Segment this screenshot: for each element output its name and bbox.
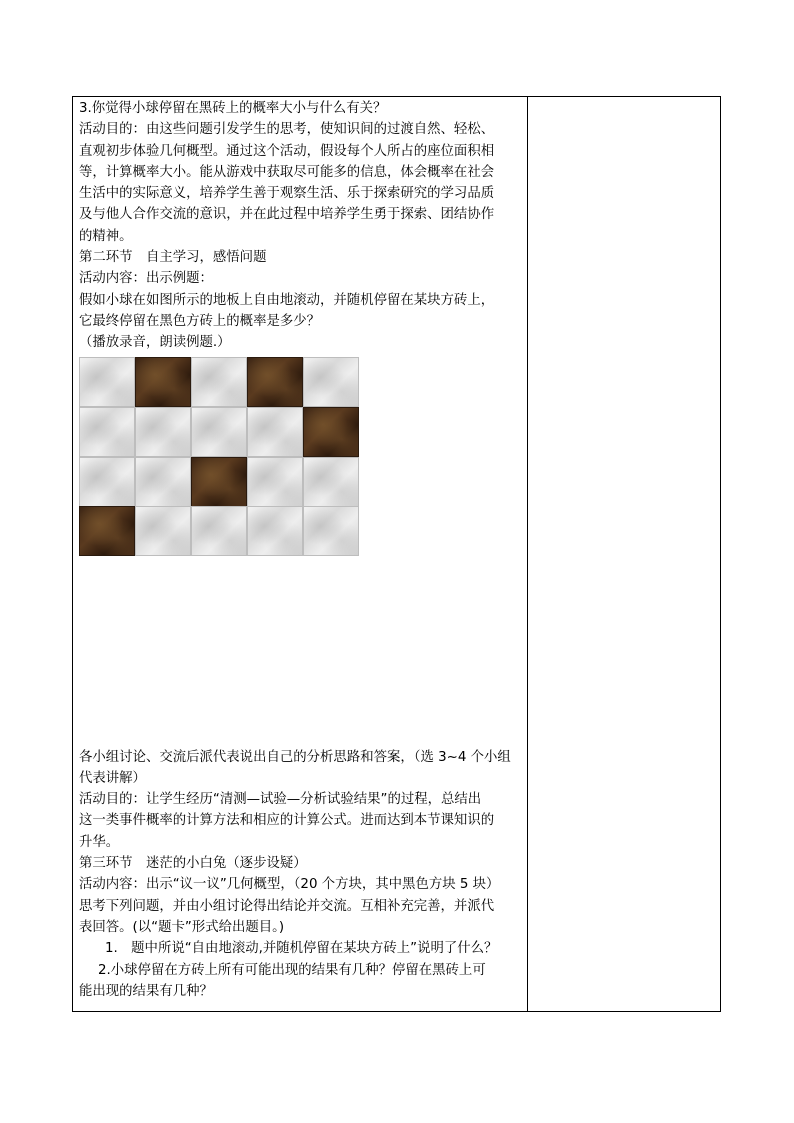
text-line: 3.你觉得小球停留在黑砖上的概率大小与什么有关？ — [79, 101, 387, 116]
column-divider — [527, 97, 528, 1011]
text-line: 能出现的结果有几种？ — [79, 983, 213, 999]
white-marble-tile — [191, 506, 247, 556]
text-line: 这一类事件概率的计算方法和相应的计算公式。进而达到本节课知识的 — [79, 813, 495, 829]
white-marble-tile — [135, 407, 191, 457]
text-line: 升华。 — [79, 834, 120, 850]
white-marble-tile — [191, 357, 247, 407]
figure-spacer — [79, 556, 523, 747]
dark-marble-tile — [135, 357, 191, 407]
text-line: 的精神。 — [79, 228, 133, 244]
text-line: 生活中的实际意义，培养学生善于观察生活、乐于探索研究的学习品质 — [79, 186, 495, 202]
text-line: 各小组讨论、交流后派代表说出自己的分析思路和答案，（选 3~4 个小组 — [79, 749, 511, 765]
white-marble-tile — [135, 506, 191, 556]
text-line: 第二环节 自主学习，感悟问题 — [79, 250, 267, 266]
white-marble-tile — [303, 457, 359, 507]
text-line: 表回答。(以“题卡”形式给出题目。) — [79, 919, 285, 935]
text-line: 假如小球在如图所示的地板上自由地滚动，并随机停留在某块方砖上， — [79, 292, 495, 308]
main-content-cell — [79, 98, 523, 1002]
dark-marble-tile — [79, 506, 135, 556]
text-line: 它最终停留在黑色方砖上的概率是多少？ — [79, 313, 321, 329]
text-line: （播放录音，朗读例题.） — [79, 335, 231, 351]
text-line: 活动目的：让学生经历“清测—试验—分析试验结果”的过程，总结出 — [79, 792, 482, 808]
white-marble-tile — [247, 407, 303, 457]
dark-marble-tile — [247, 357, 303, 407]
text-line: 直观初步体验几何概型。通过这个活动，假设每个人所占的座位面积相 — [79, 143, 495, 159]
text-line: 第三环节 迷茫的小白兔（逐步设疑） — [79, 856, 307, 872]
floor-tile-figure — [79, 357, 360, 556]
text-line: 2.小球停留在方砖上所有可能出现的结果有几种？停留在黑砖上可 — [98, 962, 486, 978]
white-marble-tile — [79, 407, 135, 457]
white-marble-tile — [247, 506, 303, 556]
text-line: 活动内容：出示“议一议”几何概型，（20 个方块，其中黑色方块 5 块） — [79, 877, 500, 893]
text-line: 思考下列问题，并由小组讨论得出结论并交流。互相补充完善，并派代 — [79, 898, 495, 914]
white-marble-tile — [303, 506, 359, 556]
top-text-block — [79, 98, 523, 354]
white-marble-tile — [79, 357, 135, 407]
white-marble-tile — [135, 457, 191, 507]
dark-marble-tile — [191, 457, 247, 507]
text-line: 活动目的：由这些问题引发学生的思考，使知识间的过渡自然、轻松、 — [79, 122, 495, 138]
dark-marble-tile — [303, 407, 359, 457]
text-line: 等，计算概率大小。能从游戏中获取尽可能多的信息，体会概率在社会 — [79, 164, 495, 180]
text-line: 1. 题中所说“自由地滚动,并随机停留在某块方砖上”说明了什么？ — [105, 941, 498, 957]
text-line: 活动内容：出示例题： — [79, 271, 213, 287]
white-marble-tile — [247, 457, 303, 507]
white-marble-tile — [191, 407, 247, 457]
white-marble-tile — [303, 357, 359, 407]
text-line: 代表讲解） — [79, 770, 146, 786]
lesson-table — [72, 96, 721, 1012]
white-marble-tile — [79, 457, 135, 507]
bottom-text-block — [79, 747, 523, 1003]
text-line: 及与他人合作交流的意识，并在此过程中培养学生勇于探索、团结协作 — [79, 207, 495, 223]
